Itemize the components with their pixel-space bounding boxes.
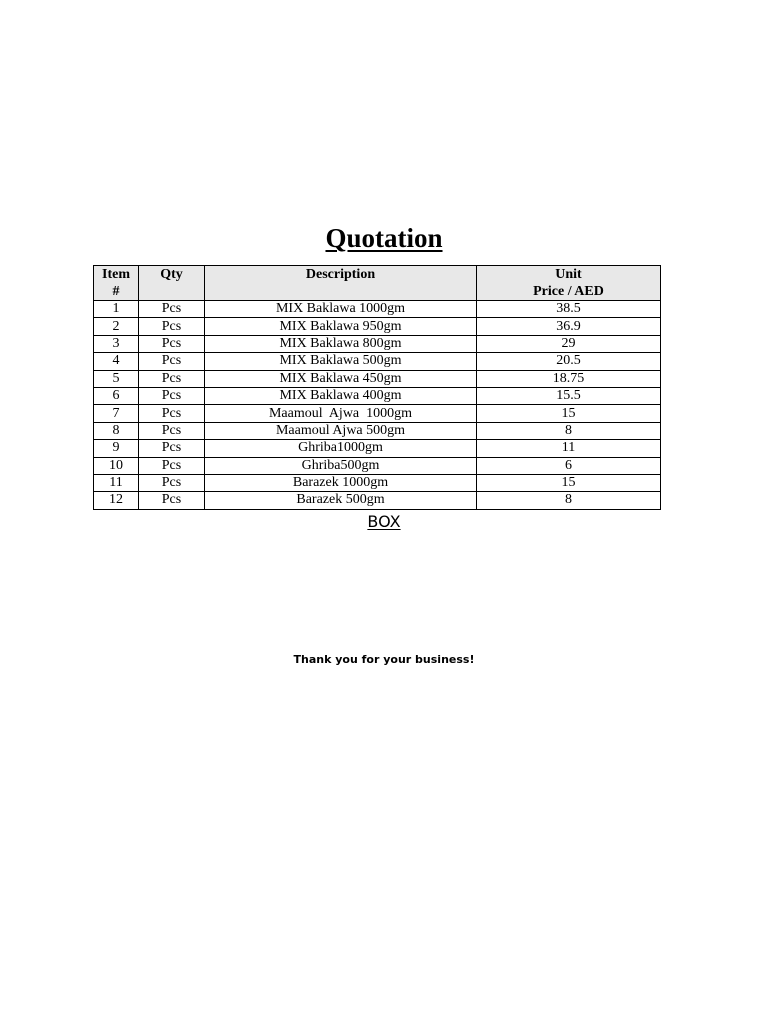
cell-description: MIX Baklawa 950gm xyxy=(205,318,477,335)
cell-qty: Pcs xyxy=(139,370,205,387)
cell-qty: Pcs xyxy=(139,440,205,457)
cell-price: 8 xyxy=(477,422,661,439)
header-item xyxy=(94,266,139,301)
cell-qty: Pcs xyxy=(139,353,205,370)
table-row xyxy=(94,422,661,439)
table-row xyxy=(94,335,661,352)
header-item-line1: Item xyxy=(102,267,130,282)
cell-item: 8 xyxy=(94,422,139,439)
cell-item: 1 xyxy=(94,301,139,318)
cell-description: Ghriba1000gm xyxy=(205,440,477,457)
cell-qty: Pcs xyxy=(139,422,205,439)
cell-qty: Pcs xyxy=(139,405,205,422)
cell-item: 9 xyxy=(94,440,139,457)
cell-description: MIX Baklawa 1000gm xyxy=(205,301,477,318)
quotation-table xyxy=(93,265,661,510)
cell-description: MIX Baklawa 800gm xyxy=(205,335,477,352)
cell-price: 20.5 xyxy=(477,353,661,370)
cell-description: MIX Baklawa 400gm xyxy=(205,387,477,404)
table-row xyxy=(94,353,661,370)
thank-you-note: Thank you for your business! xyxy=(293,653,475,666)
cell-description: Maamoul Ajwa 500gm xyxy=(205,422,477,439)
cell-price: 15.5 xyxy=(477,387,661,404)
cell-price: 18.75 xyxy=(477,370,661,387)
table-row xyxy=(94,370,661,387)
cell-qty: Pcs xyxy=(139,457,205,474)
cell-qty: Pcs xyxy=(139,387,205,404)
header-price-line1: Unit xyxy=(555,267,582,282)
cell-item: 11 xyxy=(94,474,139,491)
cell-description: Maamoul Ajwa 1000gm xyxy=(205,405,477,422)
cell-qty: Pcs xyxy=(139,335,205,352)
cell-price: 15 xyxy=(477,405,661,422)
cell-description: MIX Baklawa 450gm xyxy=(205,370,477,387)
cell-description: MIX Baklawa 500gm xyxy=(205,353,477,370)
cell-price: 11 xyxy=(477,440,661,457)
header-unit-price xyxy=(477,266,661,301)
header-description: Description xyxy=(205,266,477,301)
table-row xyxy=(94,318,661,335)
table-row xyxy=(94,474,661,491)
cell-qty: Pcs xyxy=(139,474,205,491)
cell-item: 12 xyxy=(94,492,139,509)
header-qty: Qty xyxy=(139,266,205,301)
table-row xyxy=(94,457,661,474)
cell-price: 15 xyxy=(477,474,661,491)
cell-item: 7 xyxy=(94,405,139,422)
table-row xyxy=(94,301,661,318)
cell-item: 4 xyxy=(94,353,139,370)
box-label: BOX xyxy=(367,512,401,531)
cell-qty: Pcs xyxy=(139,301,205,318)
table-row xyxy=(94,387,661,404)
cell-item: 5 xyxy=(94,370,139,387)
cell-item: 6 xyxy=(94,387,139,404)
cell-price: 8 xyxy=(477,492,661,509)
header-item-line2: # xyxy=(112,284,120,299)
cell-item: 2 xyxy=(94,318,139,335)
table-row xyxy=(94,440,661,457)
cell-price: 6 xyxy=(477,457,661,474)
cell-qty: Pcs xyxy=(139,318,205,335)
cell-item: 3 xyxy=(94,335,139,352)
cell-qty: Pcs xyxy=(139,492,205,509)
cell-description: Barazek 500gm xyxy=(205,492,477,509)
cell-price: 36.9 xyxy=(477,318,661,335)
cell-description: Ghriba500gm xyxy=(205,457,477,474)
page-title: Quotation xyxy=(325,223,443,253)
table-row xyxy=(94,405,661,422)
cell-price: 38.5 xyxy=(477,301,661,318)
table-row xyxy=(94,492,661,509)
cell-item: 10 xyxy=(94,457,139,474)
table-header-row xyxy=(94,266,661,301)
cell-description: Barazek 1000gm xyxy=(205,474,477,491)
cell-price: 29 xyxy=(477,335,661,352)
header-price-line2: Price / AED xyxy=(533,284,604,299)
